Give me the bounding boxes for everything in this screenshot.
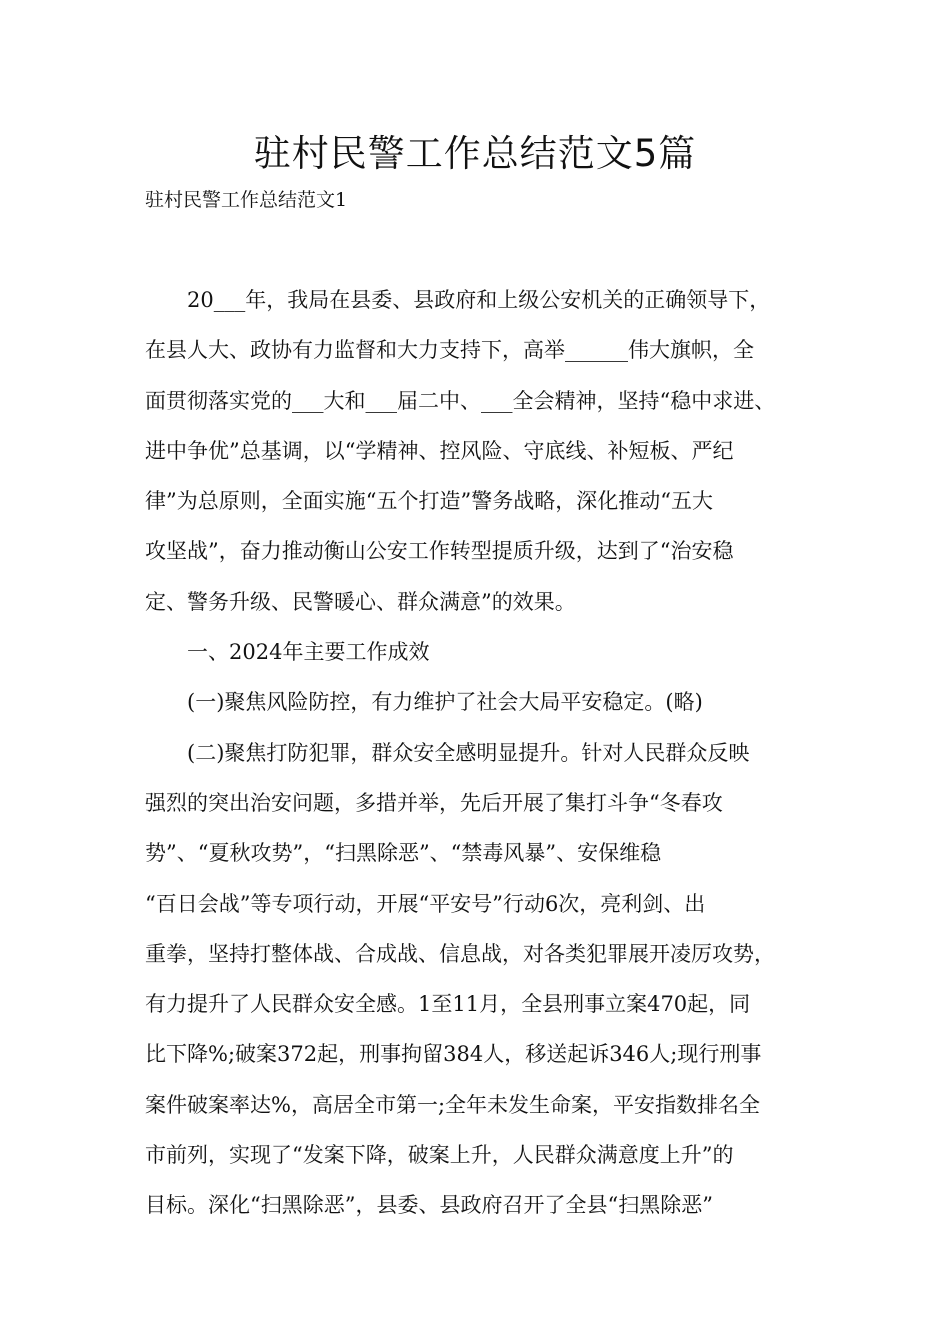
body-line: (二)聚焦打防犯罪，群众安全感明显提升。针对人民群众反映 xyxy=(187,740,750,765)
body-line: 市前列，实现了“发案下降，破案上升，人民群众满意度上升”的 xyxy=(145,1143,734,1168)
body-line: 律”为总原则，全面实施“五个打造”警务战略，深化推动“五大 xyxy=(145,489,713,514)
body-line: 20___年，我局在县委、县政府和上级公安机关的正确领导下， xyxy=(187,288,771,312)
body-line: 进中争优”总基调，以“学精神、控风险、守底线、补短板、严纪 xyxy=(145,438,734,463)
body-line: 面贯彻落实党的___大和___届二中、___全会精神，坚持“稳中求进、 xyxy=(145,388,776,413)
body-line: 在县人大、政协有力监督和大力支持下，高举______伟大旗帜，全 xyxy=(145,338,754,363)
body-line: 势”、“夏秋攻势”，“扫黑除恶”、“禁毒风暴”、安保维稳 xyxy=(145,841,662,866)
document-subtitle: 驻村民警工作总结范文1 xyxy=(145,189,348,211)
body-line: 定、警务升级、民警暖心、群众满意”的效果。 xyxy=(145,589,576,614)
body-line: (一)聚焦风险防控，有力维护了社会大局平安稳定。(略) xyxy=(187,690,703,715)
body-line: 案件破案率达%，高居全市第一;全年未发生命案，平安指数排名全 xyxy=(145,1092,761,1117)
body-line: 有力提升了人民群众安全感。1至11月，全县刑事立案470起，同 xyxy=(145,992,751,1017)
body-line: 比下降%;破案372起，刑事拘留384人，移送起诉346人;现行刑事 xyxy=(145,1042,762,1067)
body-line: 重拳，坚持打整体战、合成战、信息战，对各类犯罪展开凌厉攻势， xyxy=(145,941,775,966)
document-body xyxy=(145,282,835,1238)
body-line: 攻坚战”，奋力推动衡山公安工作转型提质升级，达到了“治安稳 xyxy=(145,539,734,564)
body-line: 一、2024年主要工作成效 xyxy=(187,640,430,665)
body-line: “百日会战”等专项行动，开展“平安号”行动6次，亮利剑、出 xyxy=(145,891,706,916)
body-line: 强烈的突出治安问题，多措并举，先后开展了集打斗争“冬春攻 xyxy=(145,790,723,815)
document-title: 驻村民警工作总结范文5篇 xyxy=(253,132,697,175)
body-line: 目标。深化“扫黑除恶”，县委、县政府召开了全县“扫黑除恶” xyxy=(145,1193,713,1218)
